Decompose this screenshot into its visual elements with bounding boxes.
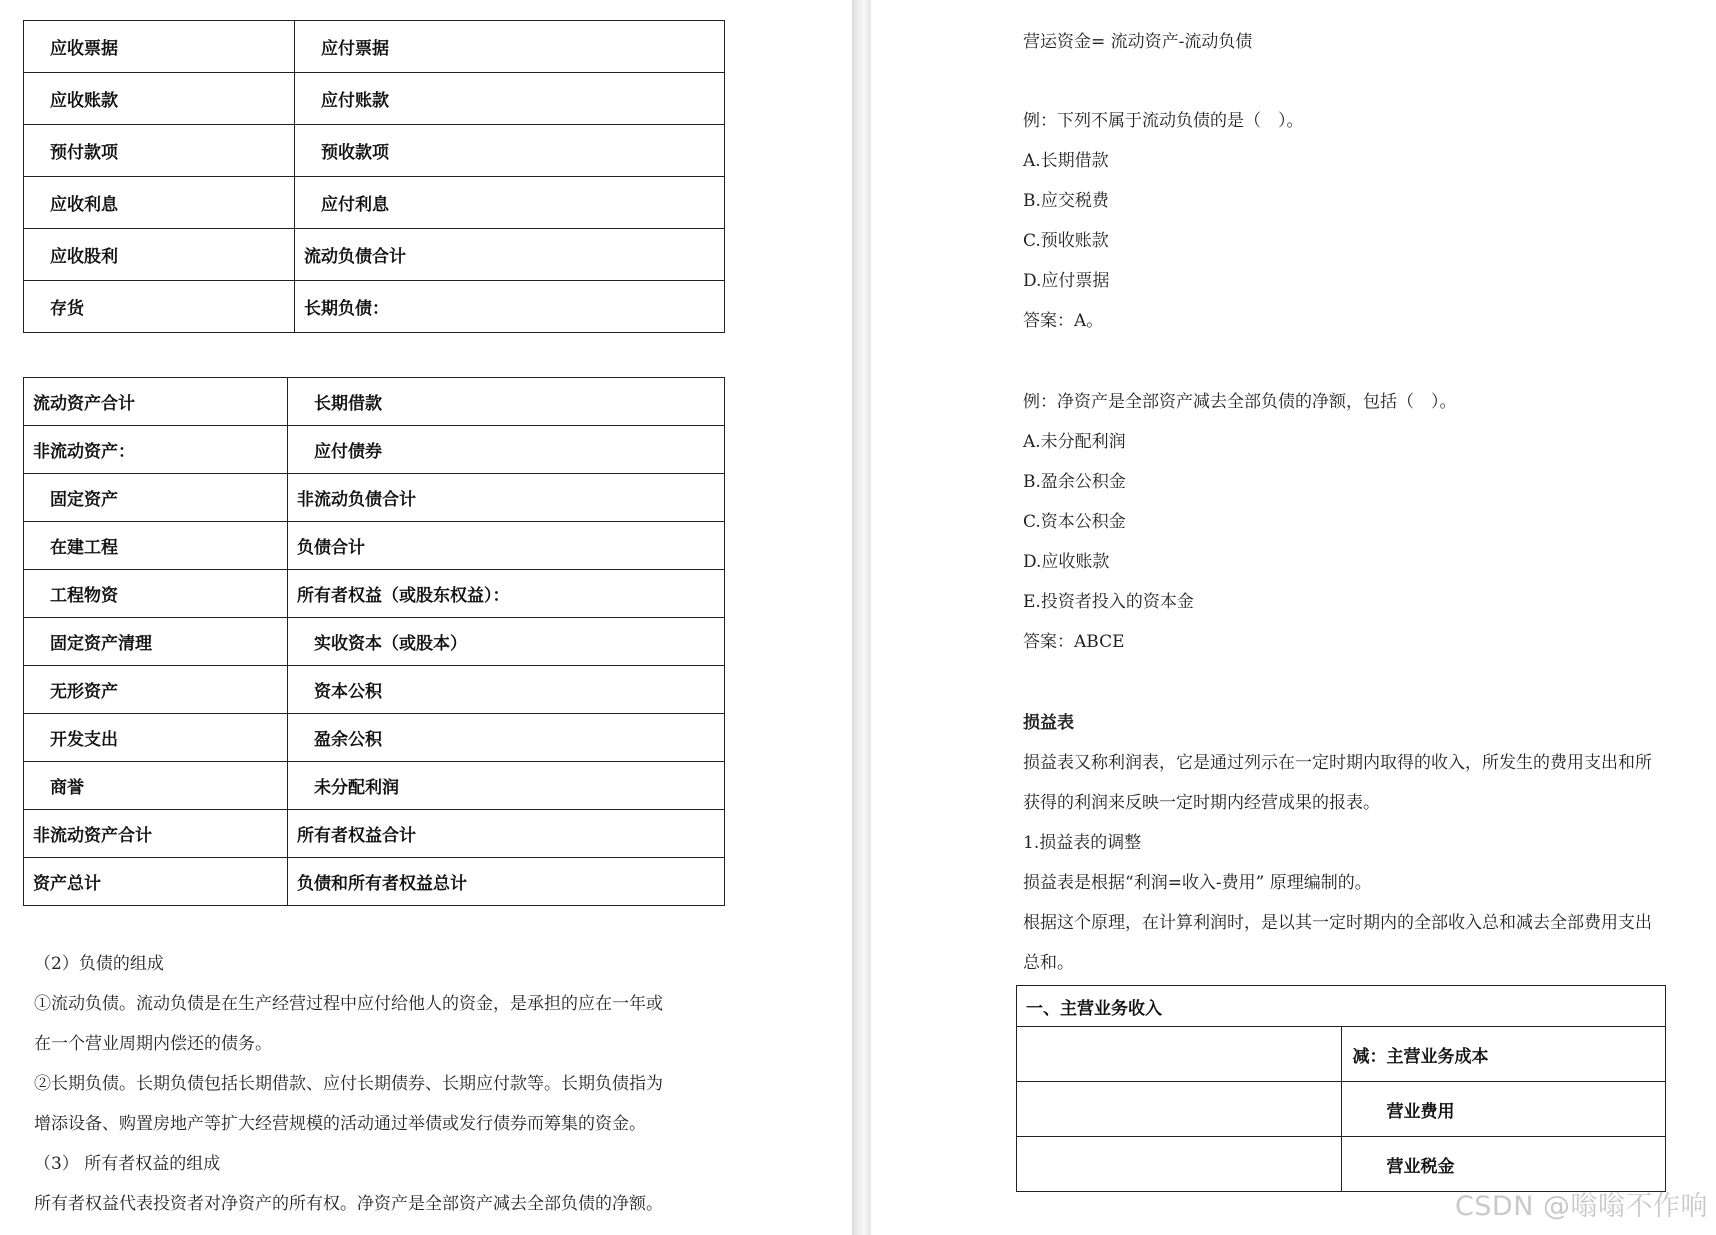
- liability-cell: 流动负债合计: [295, 229, 725, 281]
- table-row: [1017, 1082, 1666, 1137]
- table-row: [24, 229, 725, 281]
- paragraph-line: 获得的利润来反映一定时期内经营成果的报表。: [1023, 793, 1380, 813]
- answer-line: 答案：ABCE: [1023, 632, 1125, 652]
- table-row: [24, 810, 725, 858]
- table-row: [1017, 986, 1666, 1027]
- table-row: [24, 858, 725, 906]
- liability-cell: 应付账款: [295, 73, 725, 125]
- table-row: [24, 570, 725, 618]
- asset-cell: 商誉: [24, 762, 288, 810]
- question-line: 例：下列不属于流动负债的是（ ）。: [1023, 111, 1304, 131]
- asset-cell: 固定资产: [24, 474, 288, 522]
- income-item-cell: 营业费用: [1341, 1082, 1666, 1137]
- table-row: [24, 522, 725, 570]
- option-line: E.投资者投入的资本金: [1023, 592, 1194, 612]
- empty-cell: [1017, 1082, 1342, 1137]
- option-line: D.应付票据: [1023, 271, 1110, 291]
- formula-line: 营运资金= 流动资产-流动负债: [1023, 32, 1253, 52]
- asset-cell: 开发支出: [24, 714, 288, 762]
- table-row: [24, 378, 725, 426]
- table-row: [24, 714, 725, 762]
- option-line: A.长期借款: [1023, 151, 1109, 171]
- asset-cell: 应收利息: [24, 177, 295, 229]
- liability-cell: 负债和所有者权益总计: [288, 858, 725, 906]
- table-row: [24, 474, 725, 522]
- asset-cell: 流动资产合计: [24, 378, 288, 426]
- liability-cell: 盈余公积: [288, 714, 725, 762]
- liability-cell: 应付利息: [295, 177, 725, 229]
- option-line: A.未分配利润: [1023, 432, 1126, 452]
- liability-cell: 负债合计: [288, 522, 725, 570]
- table-row: [24, 177, 725, 229]
- asset-cell: 应收股利: [24, 229, 295, 281]
- table-row: [24, 73, 725, 125]
- paragraph-line: 1.损益表的调整: [1023, 833, 1142, 853]
- paragraph-line: 总和。: [1023, 953, 1074, 973]
- watermark: CSDN @嗡嗡不作响: [1454, 1191, 1708, 1222]
- paragraph-line: 根据这个原理，在计算利润时，是以其一定时期内的全部收入总和减去全部费用支出: [1023, 913, 1652, 933]
- table-row: [1017, 1027, 1666, 1082]
- liability-cell: 未分配利润: [288, 762, 725, 810]
- option-line: C.预收账款: [1023, 231, 1109, 251]
- asset-cell: 应收账款: [24, 73, 295, 125]
- asset-cell: 在建工程: [24, 522, 288, 570]
- option-line: B.应交税费: [1023, 191, 1109, 211]
- paragraph-line: ②长期负债。长期负债包括长期借款、应付长期债券、长期应付款等。长期负债指为: [34, 1074, 663, 1094]
- table-row: [24, 762, 725, 810]
- paragraph-line: 损益表又称利润表，它是通过列示在一定时期内取得的收入，所发生的费用支出和所: [1023, 753, 1652, 773]
- section-heading-liabilities: （2）负债的组成: [34, 954, 164, 974]
- income-statement-table: [1016, 985, 1666, 1192]
- income-item-cell: 营业税金: [1341, 1137, 1666, 1192]
- liability-cell: 非流动负债合计: [288, 474, 725, 522]
- table-row: [24, 281, 725, 333]
- option-line: D.应收账款: [1023, 552, 1110, 572]
- asset-cell: 工程物资: [24, 570, 288, 618]
- liability-cell: 资本公积: [288, 666, 725, 714]
- table-row: [24, 618, 725, 666]
- paragraph-line: 在一个营业周期内偿还的债务。: [34, 1034, 272, 1054]
- paragraph-line: 损益表是根据“利润=收入-费用” 原理编制的。: [1023, 873, 1372, 893]
- left-page: [0, 0, 852, 1235]
- section-heading-income-statement: 损益表: [1023, 713, 1074, 733]
- balance-sheet-table-top: [23, 20, 725, 333]
- asset-cell: 预付款项: [24, 125, 295, 177]
- empty-cell: [1017, 1137, 1342, 1192]
- table-row: [24, 666, 725, 714]
- liability-cell: 长期负债：: [295, 281, 725, 333]
- liability-cell: 应付票据: [295, 21, 725, 73]
- income-item-cell: 减：主营业务成本: [1341, 1027, 1666, 1082]
- liability-cell: 实收资本（或股本）: [288, 618, 725, 666]
- section-heading-equity: （3） 所有者权益的组成: [34, 1154, 221, 1174]
- empty-cell: [1017, 1027, 1342, 1082]
- asset-cell: 非流动资产：: [24, 426, 288, 474]
- liability-cell: 所有者权益（或股东权益）：: [288, 570, 725, 618]
- paragraph-line: 增添设备、购置房地产等扩大经营规模的活动通过举债或发行债券而筹集的资金。: [34, 1114, 646, 1134]
- asset-cell: 应收票据: [24, 21, 295, 73]
- asset-cell: 固定资产清理: [24, 618, 288, 666]
- asset-cell: 资产总计: [24, 858, 288, 906]
- asset-cell: 非流动资产合计: [24, 810, 288, 858]
- balance-sheet-table-bottom: [23, 377, 725, 906]
- table-row: [24, 125, 725, 177]
- table-row: [24, 21, 725, 73]
- liability-cell: 预收款项: [295, 125, 725, 177]
- page-gutter: [852, 0, 871, 1235]
- paragraph-line: ①流动负债。流动负债是在生产经营过程中应付给他人的资金，是承担的应在一年或: [34, 994, 663, 1014]
- option-line: B.盈余公积金: [1023, 472, 1126, 492]
- paragraph-line: 所有者权益代表投资者对净资产的所有权。净资产是全部资产减去全部负债的净额。: [34, 1194, 663, 1214]
- table-row: [24, 426, 725, 474]
- income-header-cell: 一、主营业务收入: [1017, 986, 1666, 1027]
- answer-line: 答案：A。: [1023, 311, 1104, 331]
- liability-cell: 长期借款: [288, 378, 725, 426]
- liability-cell: 所有者权益合计: [288, 810, 725, 858]
- option-line: C.资本公积金: [1023, 512, 1126, 532]
- question-line: 例：净资产是全部资产减去全部负债的净额，包括（ ）。: [1023, 392, 1457, 412]
- asset-cell: 无形资产: [24, 666, 288, 714]
- asset-cell: 存货: [24, 281, 295, 333]
- liability-cell: 应付债券: [288, 426, 725, 474]
